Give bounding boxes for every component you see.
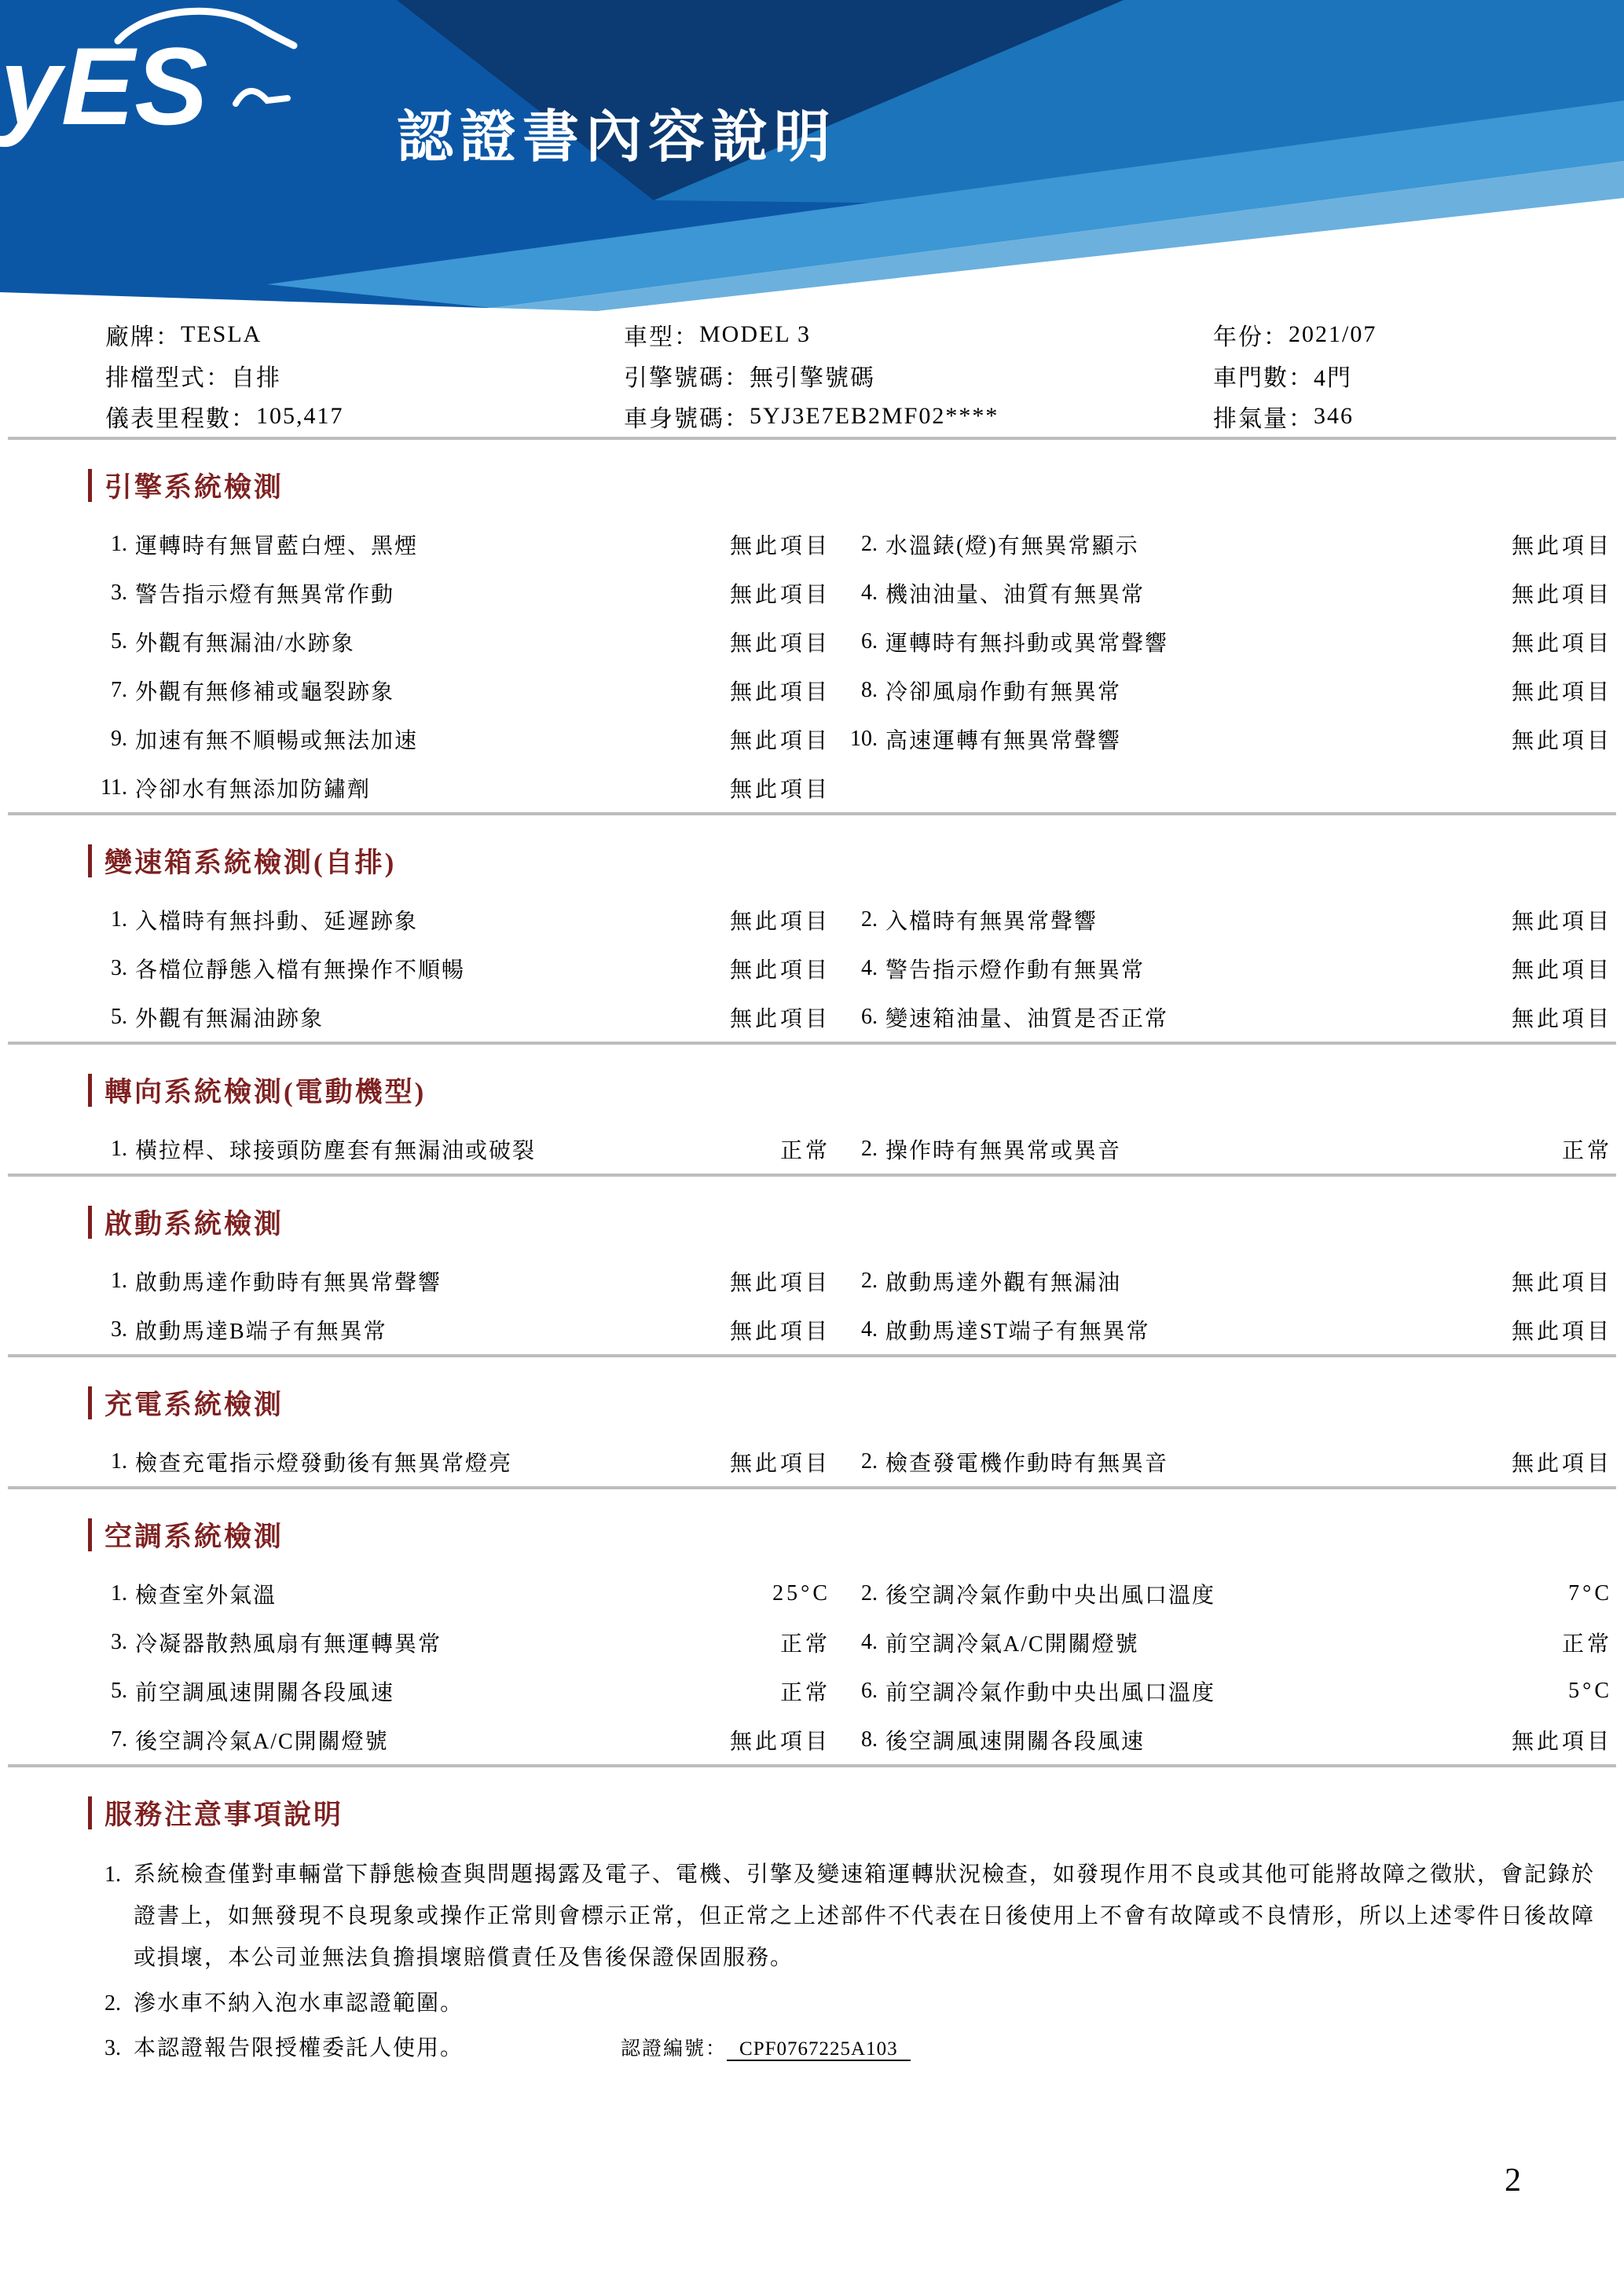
section-title <box>88 1386 1624 1420</box>
item-number: 4. <box>861 580 878 605</box>
vehicle-info-grid <box>88 314 1624 437</box>
item-result: 無此項目 <box>729 1730 830 1754</box>
item-text: 啟動馬達B端子有無異常 <box>135 1320 387 1344</box>
item-number: 1. <box>111 907 127 932</box>
item-number: 8. <box>861 678 878 702</box>
item-text: 機油油量、油質有無異常 <box>885 583 1146 607</box>
section-title-text: 變速箱系統檢測(自排) <box>104 848 397 878</box>
item-result: 無此項目 <box>729 778 830 802</box>
item-text: 後空調冷氣A/C開關燈號 <box>135 1730 389 1754</box>
item-number: 6. <box>861 1005 878 1029</box>
note-item <box>88 2027 1610 2069</box>
note-number: 1. <box>104 1862 121 1887</box>
item-result: 無此項目 <box>729 1320 830 1344</box>
item-text: 檢查發電機作動時有無異音 <box>885 1452 1169 1476</box>
item-text: 啟動馬達作動時有無異常聲響 <box>135 1271 442 1295</box>
item-number: 8. <box>861 1727 878 1752</box>
section-title <box>88 1518 1624 1552</box>
section-title-bar-icon <box>88 1206 92 1239</box>
vehicle-info-field <box>624 314 1213 355</box>
item-text: 運轉時有無抖動或異常聲響 <box>885 632 1169 656</box>
item-result: 正常 <box>779 1139 830 1163</box>
item-number: 4. <box>861 1630 878 1654</box>
inspection-section <box>88 468 1624 815</box>
inspection-items <box>88 1437 1624 1486</box>
item-text: 前空調冷氣A/C開關燈號 <box>885 1632 1139 1657</box>
certificate-number-value: CPF0767225A103 <box>727 2038 911 2061</box>
item-number: 5. <box>111 1679 127 1703</box>
item-result: 無此項目 <box>729 729 830 753</box>
inspection-items <box>88 895 1624 1042</box>
item-text: 各檔位靜態入檔有無操作不順暢 <box>135 958 466 983</box>
inspection-item <box>838 1667 1612 1716</box>
inspection-item <box>838 569 1612 617</box>
item-text: 外觀有無漏油跡象 <box>135 1007 324 1031</box>
vehicle-info-label: 引擎號碼： <box>624 365 750 391</box>
item-text: 檢查室外氣溫 <box>135 1584 277 1608</box>
item-result: 5°C <box>1568 1679 1612 1703</box>
item-result: 25°C <box>772 1581 830 1606</box>
item-text: 前空調風速開關各段風速 <box>135 1681 395 1705</box>
item-result: 無此項目 <box>729 958 830 983</box>
inspection-item <box>838 520 1612 569</box>
inspection-section <box>88 844 1624 1045</box>
section-title-bar-icon <box>88 844 92 877</box>
item-text: 啟動馬達ST端子有無異常 <box>885 1320 1150 1344</box>
inspection-item <box>838 617 1612 666</box>
item-result: 無此項目 <box>729 1452 830 1476</box>
item-number: 9. <box>111 727 127 751</box>
note-item <box>88 1983 1610 2024</box>
note-number: 2. <box>104 1990 121 2016</box>
item-result: 正常 <box>1561 1139 1612 1163</box>
item-text: 入檔時有無抖動、延遲跡象 <box>135 910 419 934</box>
inspection-item <box>88 1305 830 1354</box>
inspection-item <box>88 1618 830 1667</box>
inspection-item <box>838 715 1612 764</box>
section-divider <box>8 1764 1616 1767</box>
inspection-item <box>88 1569 830 1618</box>
item-result: 無此項目 <box>1511 1452 1612 1476</box>
item-number: 1. <box>111 1581 127 1606</box>
section-title <box>88 1073 1624 1108</box>
item-result: 無此項目 <box>1511 958 1612 983</box>
item-number: 3. <box>111 956 127 980</box>
inspection-item <box>838 944 1612 993</box>
item-result: 正常 <box>779 1632 830 1657</box>
section-title <box>88 1205 1624 1240</box>
item-text: 冷卻水有無添加防鏽劑 <box>135 778 372 802</box>
item-result: 無此項目 <box>1511 534 1612 558</box>
section-title-bar-icon <box>88 1386 92 1419</box>
section-divider <box>8 1174 1616 1177</box>
item-text: 前空調冷氣作動中央出風口溫度 <box>885 1681 1216 1705</box>
vehicle-info-field <box>1213 396 1624 437</box>
vehicle-info-field <box>1213 314 1624 355</box>
vehicle-info-field <box>624 355 1213 396</box>
inspection-item <box>838 993 1612 1042</box>
item-result: 無此項目 <box>1511 910 1612 934</box>
item-text: 警告指示燈作動有無異常 <box>885 958 1146 983</box>
item-result: 無此項目 <box>729 1271 830 1295</box>
vehicle-info-value: TESLA <box>181 321 262 347</box>
item-text: 啟動馬達外觀有無漏油 <box>885 1271 1122 1295</box>
page-title: 認證書內容說明 <box>397 106 838 169</box>
section-title-text: 充電系統檢測 <box>104 1390 284 1420</box>
certificate-number-label: 認證編號： <box>621 2038 728 2060</box>
inspection-item <box>838 666 1612 715</box>
inspection-item <box>88 1667 830 1716</box>
item-number: 3. <box>111 1630 127 1654</box>
item-result: 無此項目 <box>1511 1320 1612 1344</box>
section-title-bar-icon <box>88 469 92 502</box>
vehicle-info-field <box>105 396 624 437</box>
vehicle-info-label: 排氣量： <box>1213 406 1314 432</box>
item-result: 正常 <box>1561 1632 1612 1657</box>
inspection-section <box>88 1205 1624 1357</box>
vehicle-info-field <box>105 314 624 355</box>
vehicle-info-field <box>1213 355 1624 396</box>
item-text: 冷卻風扇作動有無異常 <box>885 680 1122 705</box>
item-number: 5. <box>111 629 127 654</box>
item-text: 變速箱油量、油質是否正常 <box>885 1007 1169 1031</box>
item-number: 4. <box>861 1317 878 1342</box>
inspection-section <box>88 1386 1624 1489</box>
item-number: 2. <box>861 1269 878 1293</box>
item-number: 7. <box>111 678 127 702</box>
note-text <box>134 2027 1610 2069</box>
inspection-sections <box>88 468 1624 1767</box>
item-number: 1. <box>111 1137 127 1161</box>
inspection-item <box>88 1437 830 1486</box>
note-number: 3. <box>104 2035 121 2060</box>
item-result: 無此項目 <box>1511 583 1612 607</box>
item-number: 2. <box>861 1137 878 1161</box>
inspection-item <box>88 1716 830 1764</box>
section-divider <box>8 1354 1616 1357</box>
item-text: 冷凝器散熱風扇有無運轉異常 <box>135 1632 442 1657</box>
item-number: 2. <box>861 1449 878 1474</box>
item-number: 6. <box>861 629 878 654</box>
item-number: 3. <box>111 580 127 605</box>
item-text: 警告指示燈有無異常作動 <box>135 583 395 607</box>
item-text: 檢查充電指示燈發動後有無異常燈亮 <box>135 1452 513 1476</box>
section-divider <box>8 1042 1616 1045</box>
vehicle-info-value: 105,417 <box>256 403 344 429</box>
item-result: 無此項目 <box>729 632 830 656</box>
item-text: 後空調風速開關各段風速 <box>885 1730 1146 1754</box>
section-title-text: 引擎系統檢測 <box>104 472 284 503</box>
inspection-items <box>88 1257 1624 1354</box>
section-title-bar-icon <box>88 1518 92 1551</box>
item-text: 外觀有無修補或龜裂跡象 <box>135 680 395 705</box>
item-text: 加速有無不順暢或無法加速 <box>135 729 419 753</box>
inspection-item <box>88 617 830 666</box>
item-number: 2. <box>861 1581 878 1606</box>
inspection-item <box>88 764 830 812</box>
section-divider <box>8 812 1616 815</box>
page-footer <box>0 2229 1624 2296</box>
inspection-section <box>88 1073 1624 1177</box>
item-result: 無此項目 <box>1511 1730 1612 1754</box>
inspection-item <box>88 520 830 569</box>
page-header <box>0 0 1624 314</box>
inspection-item <box>88 666 830 715</box>
car-wheel-arch-icon <box>236 91 288 104</box>
item-result: 無此項目 <box>1511 1007 1612 1031</box>
vehicle-info-label: 廠牌： <box>105 324 181 350</box>
inspection-item <box>88 1125 830 1174</box>
item-result: 無此項目 <box>729 583 830 607</box>
inspection-item <box>838 1716 1612 1764</box>
inspection-item <box>838 1437 1612 1486</box>
vehicle-info-value: MODEL 3 <box>699 321 812 347</box>
notes-section-title <box>88 1796 1624 1830</box>
vehicle-info-value: 自排 <box>231 365 281 391</box>
item-result: 無此項目 <box>729 534 830 558</box>
inspection-item <box>88 715 830 764</box>
inspection-items <box>88 1125 1624 1174</box>
item-number: 1. <box>111 1449 127 1474</box>
item-text: 操作時有無異常或異音 <box>885 1139 1122 1163</box>
section-title <box>88 844 1624 878</box>
section-title-text: 空調系統檢測 <box>104 1522 284 1552</box>
item-number: 4. <box>861 956 878 980</box>
inspection-item <box>838 1257 1612 1305</box>
section-title-bar-icon <box>88 1796 92 1829</box>
vehicle-info-label: 車門數： <box>1213 365 1314 391</box>
item-number: 2. <box>861 532 878 556</box>
notes-list <box>88 1854 1624 2069</box>
item-text: 入檔時有無異常聲響 <box>885 910 1098 934</box>
item-number: 1. <box>111 1269 127 1293</box>
item-result: 無此項目 <box>729 910 830 934</box>
vehicle-info-value: 2021/07 <box>1289 321 1377 347</box>
certificate-content <box>0 314 1624 2069</box>
note-text: 系統檢查僅對車輛當下靜態檢查與問題揭露及電子、電機、引擎及變速箱運轉狀況檢查，如發現作用不良或其他可能將故障之徵狀，會記錄於證書上，如無發現不良現象或操作正常則會標示正常，但正常之上述部件不代表在日後使用上不會有故障或不良情形，所以上述零件日後故障或損壞，本公司並無法負擔損壞賠償責任及售後保證保固服務。 <box>134 1862 1596 1971</box>
inspection-item <box>88 895 830 944</box>
inspection-item <box>88 944 830 993</box>
vehicle-info-field <box>105 355 624 396</box>
certificate-number-field <box>621 2031 911 2068</box>
item-result: 無此項目 <box>729 1007 830 1031</box>
vehicle-info-label: 排檔型式： <box>105 365 231 391</box>
item-result: 正常 <box>779 1681 830 1705</box>
item-number: 3. <box>111 1317 127 1342</box>
inspection-item <box>88 569 830 617</box>
item-text: 外觀有無漏油/水跡象 <box>135 632 355 656</box>
section-divider <box>8 1486 1616 1489</box>
section-divider <box>8 437 1616 440</box>
note-text-content: 本認證報告限授權委託人使用。 <box>134 2035 464 2060</box>
inspection-items <box>88 1569 1624 1764</box>
item-number: 11. <box>101 775 127 800</box>
vehicle-info-label: 儀表里程數： <box>105 406 256 432</box>
vehicle-info-label: 車身號碼： <box>624 406 750 432</box>
item-result: 無此項目 <box>1511 632 1612 656</box>
inspection-item <box>838 1569 1612 1618</box>
yes-logo-text: yES <box>0 24 208 148</box>
item-result: 無此項目 <box>729 680 830 705</box>
item-result: 無此項目 <box>1511 680 1612 705</box>
vehicle-info-field <box>624 396 1213 437</box>
page-number: 2 <box>1505 2162 1521 2199</box>
section-title-text: 轉向系統檢測(電動機型) <box>104 1077 427 1108</box>
item-text: 橫拉桿、球接頭防塵套有無漏油或破裂 <box>135 1139 537 1163</box>
item-number: 10. <box>850 727 878 751</box>
item-text: 高速運轉有無異常聲響 <box>885 729 1122 753</box>
vehicle-info-value: 4門 <box>1314 365 1352 391</box>
item-text: 後空調冷氣作動中央出風口溫度 <box>885 1584 1216 1608</box>
yes-logo <box>0 0 299 157</box>
inspection-section <box>88 1518 1624 1767</box>
inspection-item <box>88 1257 830 1305</box>
footer-banner-graphic <box>0 2229 1624 2296</box>
section-title-text: 服務注意事項說明 <box>104 1800 344 1830</box>
vehicle-info-label: 車型： <box>624 324 699 350</box>
item-number: 1. <box>111 532 127 556</box>
section-title <box>88 468 1624 503</box>
item-result: 7°C <box>1568 1581 1612 1606</box>
item-number: 5. <box>111 1005 127 1029</box>
vehicle-info-value: 5YJ3E7EB2MF02**** <box>750 403 999 429</box>
note-text: 滲水車不納入泡水車認證範圍。 <box>134 1990 464 2016</box>
section-title-text: 啟動系統檢測 <box>104 1209 284 1240</box>
item-number: 6. <box>861 1679 878 1703</box>
inspection-item <box>838 1125 1612 1174</box>
inspection-item <box>838 895 1612 944</box>
item-text: 運轉時有無冒藍白煙、黑煙 <box>135 534 419 558</box>
item-number: 2. <box>861 907 878 932</box>
inspection-items <box>88 520 1624 812</box>
item-result: 無此項目 <box>1511 1271 1612 1295</box>
vehicle-info-value: 346 <box>1314 403 1354 429</box>
inspection-item <box>838 1618 1612 1667</box>
section-title-bar-icon <box>88 1074 92 1107</box>
note-item <box>88 1854 1610 1979</box>
vehicle-info-value: 無引擎號碼 <box>750 365 875 391</box>
item-text: 水溫錶(燈)有無異常顯示 <box>885 534 1139 558</box>
item-number: 7. <box>111 1727 127 1752</box>
item-result: 無此項目 <box>1511 729 1612 753</box>
inspection-item <box>88 993 830 1042</box>
vehicle-info-label: 年份： <box>1213 324 1289 350</box>
inspection-item <box>838 1305 1612 1354</box>
